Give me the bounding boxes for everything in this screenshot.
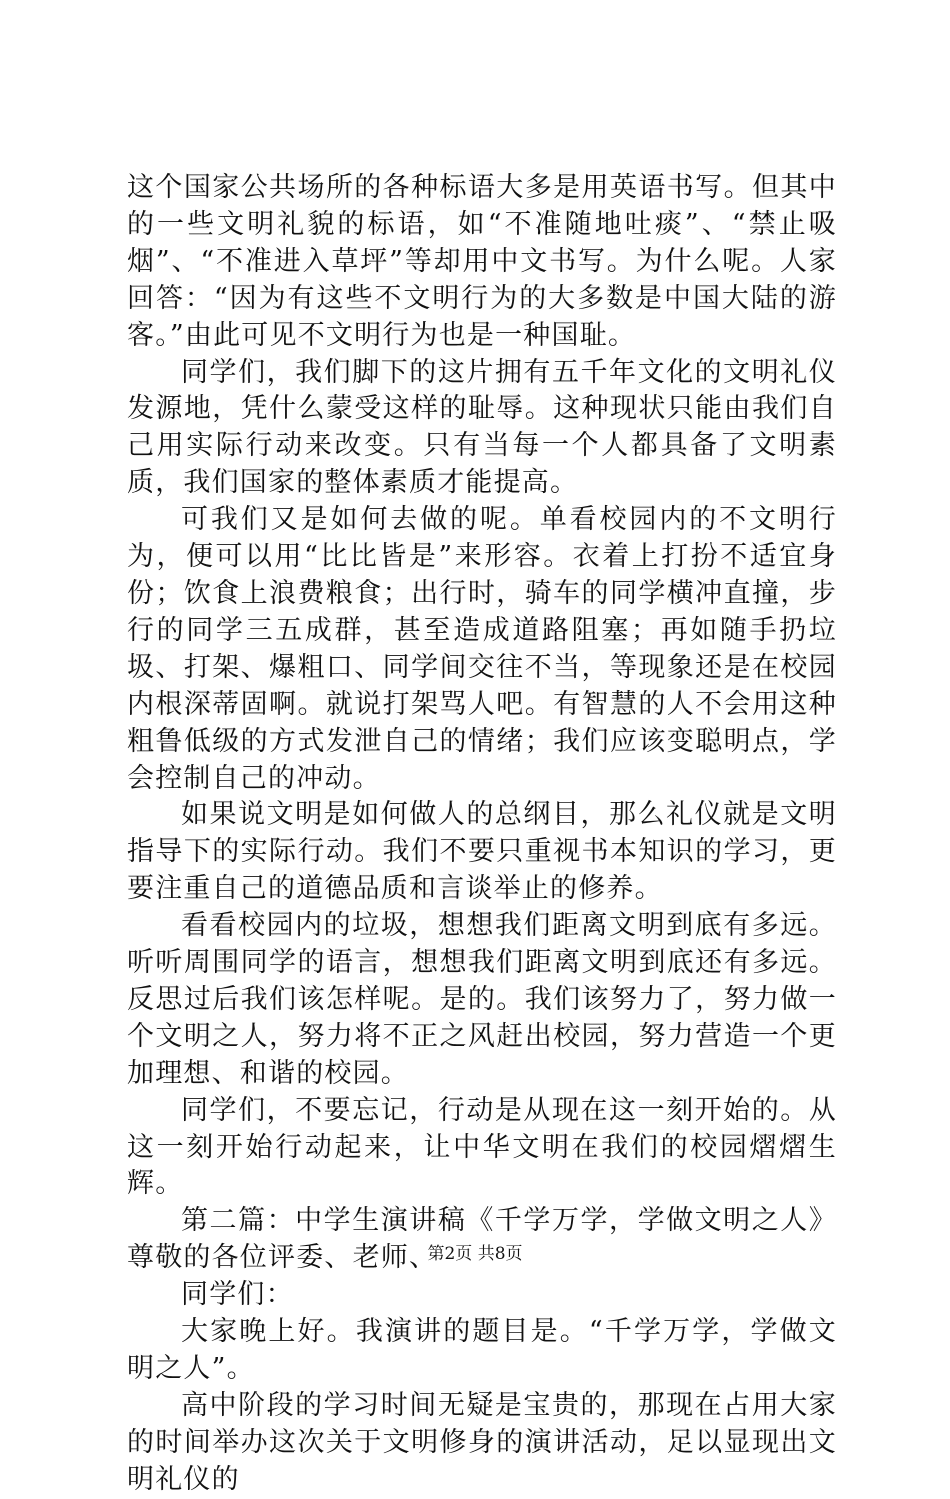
document-body bbox=[127, 170, 837, 1499]
paragraph: 高中阶段的学习时间无疑是宝贵的，那现在占用大家的时间举办这次关于文明修身的演讲活动，足以显现出文明礼仪的 bbox=[127, 1389, 837, 1495]
salutation: 同学们： bbox=[181, 1279, 294, 1311]
paragraph: 如果说文明是如何做人的总纲目，那么礼仪就是文明指导下的实际行动。我们不要只重视书本知识的学习，更要注重自己的道德品质和言谈举止的修养。 bbox=[127, 799, 837, 905]
paragraph: 同学们，我们脚下的这片拥有五千年文化的文明礼仪发源地，凭什么蒙受这样的耻辱。这种现状只能由我们自己用实际行动来改变。只有当每一个人都具备了文明素质，我们国家的整体素质才能提高。 bbox=[127, 356, 837, 499]
section-heading-paragraph: 第二篇：中学生演讲稿《千学万学，学做文明之人》尊敬的各位评委、老师、 bbox=[127, 1205, 837, 1274]
paragraph: 这个国家公共场所的各种标语大多是用英语书写。但其中的一些文明礼貌的标语，如“不准随地吐痰”、“禁止吸烟”、“不准进入草坪”等却用中文书写。为什么呢。人家回答：“因为有这些不文明行为的大多数是中国大陆的游客。”由此可见不文明行为也是一种国耻。 bbox=[127, 172, 837, 351]
paragraph: 可我们又是如何去做的呢。单看校园内的不文明行为，便可以用“比比皆是”来形容。衣着上打扮不适宜身份；饮食上浪费粮食；出行时，骑车的同学横冲直撞，步行的同学三五成群，甚至造成道路阻塞；再如随手扔垃圾、打架、爆粗口、同学间交往不当，等现象还是在校园内根深蒂固啊。就说打架骂人吧。有智慧的人不会用这种粗鲁低级的方式发泄自己的情绪；我们应该变聪明点，学会控制自己的冲动。 bbox=[127, 504, 837, 794]
page-footer bbox=[0, 1243, 950, 1265]
paragraph: 看看校园内的垃圾，想想我们距离文明到底有多远。听听周围同学的语言，想想我们距离文明到底还有多远。反思过后我们该怎样呢。是的。我们该努力了，努力做一个文明之人，努力将不正之风赶出校园，努力营造一个更加理想、和谐的校园。 bbox=[127, 910, 837, 1089]
page-number: 第2页 共8页 bbox=[427, 1244, 523, 1264]
paragraph: 大家晚上好。我演讲的题目是。“千学万学，学做文明之人”。 bbox=[127, 1316, 837, 1384]
paragraph: 同学们，不要忘记，行动是从现在这一刻开始的。从这一刻开始行动起来，让中华文明在我们的校园熠熠生辉。 bbox=[127, 1094, 837, 1200]
